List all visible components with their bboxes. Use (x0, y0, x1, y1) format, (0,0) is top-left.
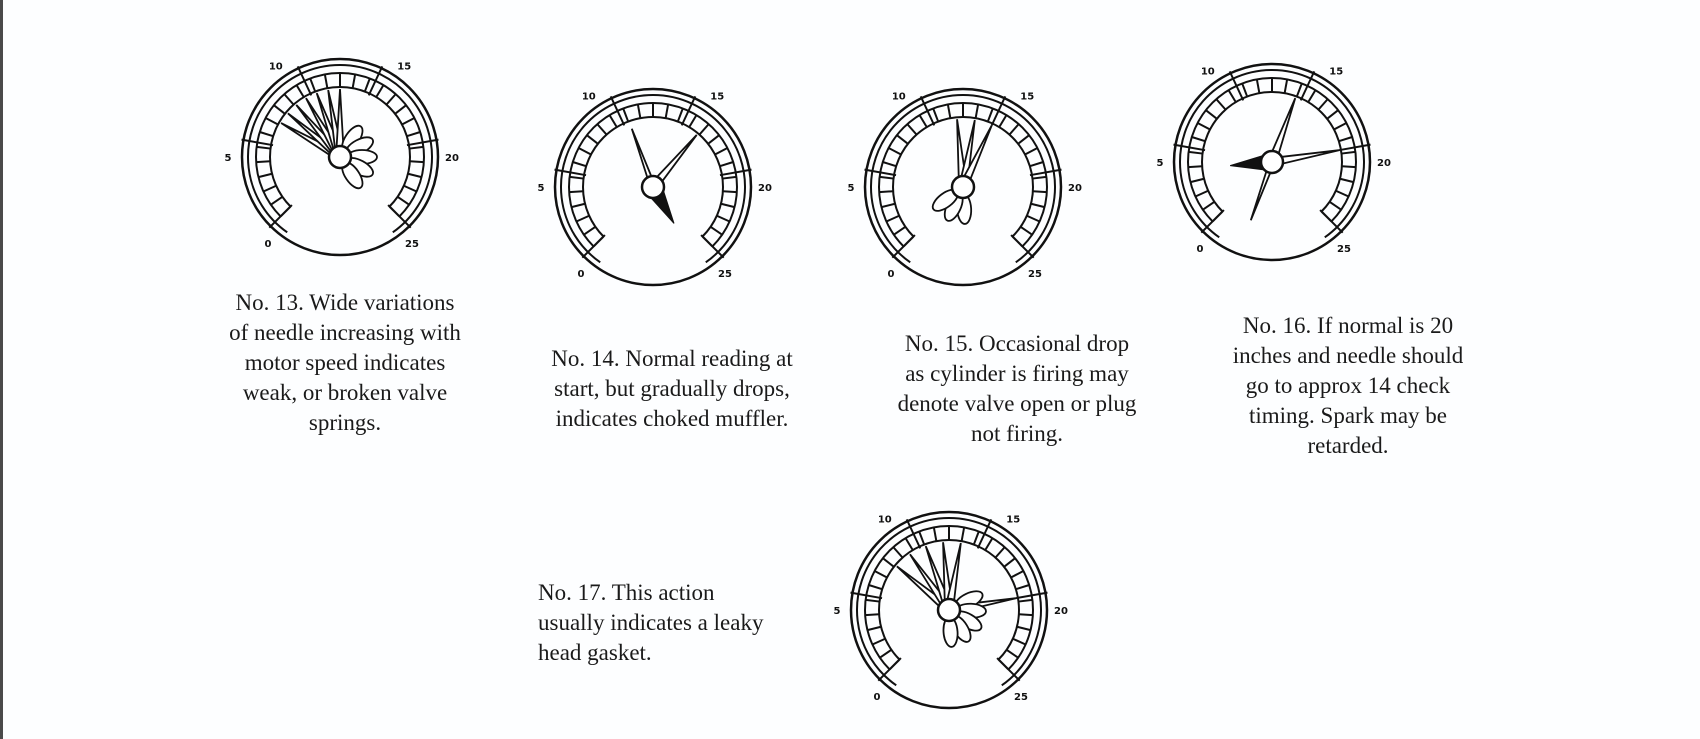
gauge-13-label-20: 20 (445, 153, 459, 164)
gauge-17 (829, 490, 1069, 730)
gauge-17-label-5: 5 (833, 606, 841, 617)
caption-15-line-4: not firing. (971, 421, 1063, 446)
gauge-13-svg (220, 37, 460, 277)
gauge-15-svg (843, 67, 1083, 307)
gauge-15-label-15: 15 (1020, 91, 1035, 103)
gauge-15-label-20: 20 (1068, 183, 1082, 194)
caption-14-line-2: start, but gradually drops, (554, 376, 790, 401)
gauge-16-label-15: 15 (1329, 66, 1344, 78)
gauge-13-label-25: 25 (405, 238, 419, 250)
caption-16-line-1: No. 16. If normal is 20 (1242, 313, 1454, 338)
caption-15-line-2: as cylinder is firing may (905, 361, 1129, 386)
caption-13-line-3: motor speed indicates (244, 350, 446, 375)
caption-17-line-3: head gasket. (538, 640, 652, 665)
gauge-15-label-0: 0 (887, 268, 895, 280)
gauge-13-label-0: 0 (264, 238, 272, 250)
caption-13-line-4: weak, or broken valve (242, 380, 448, 405)
gauge-17-label-0: 0 (873, 691, 881, 703)
caption-16-line-2: inches and needle should (1232, 343, 1464, 368)
gauge-16-label-0: 0 (1196, 243, 1204, 255)
caption-13 (200, 288, 490, 438)
gauge-13-hub (329, 146, 351, 168)
gauge-14-svg (533, 67, 773, 307)
gauge-17-label-25: 25 (1014, 691, 1028, 703)
caption-17-line-1: No. 17. This action (538, 580, 715, 605)
gauge-13-needles (281, 89, 377, 192)
gauge-13-label-15: 15 (397, 61, 412, 73)
gauge-13-label-10: 10 (268, 61, 283, 73)
caption-15 (872, 329, 1162, 449)
gauge-14-label-5: 5 (537, 183, 545, 194)
caption-14-line-3: indicates choked muffler. (555, 406, 789, 431)
caption-16-line-3: go to approx 14 check (1245, 373, 1451, 398)
caption-14 (527, 344, 817, 434)
caption-17 (538, 578, 828, 668)
gauge-17-needles (897, 542, 1016, 647)
gauge-15 (843, 67, 1083, 307)
gauge-14 (533, 67, 773, 307)
gauge-15-needles (929, 119, 992, 224)
gauge-17-label-20: 20 (1054, 606, 1068, 617)
gauge-13-label-5: 5 (224, 153, 232, 164)
gauge-14-hub (642, 176, 664, 198)
caption-16-line-5: retarded. (1307, 433, 1389, 458)
gauge-15-label-10: 10 (891, 91, 906, 103)
gauge-17-label-10: 10 (877, 514, 892, 526)
gauge-15-label-25: 25 (1028, 268, 1042, 280)
caption-17-line-2: usually indicates a leaky (538, 610, 764, 635)
caption-15-line-3: denote valve open or plug (897, 391, 1137, 416)
gauge-14-label-10: 10 (581, 91, 596, 103)
gauge-16-hub (1261, 151, 1283, 173)
caption-14-line-1: No. 14. Normal reading at (551, 346, 793, 371)
gauge-16-label-5: 5 (1156, 158, 1164, 169)
gauge-17-hub (938, 599, 960, 621)
caption-13-line-5: springs. (308, 410, 382, 435)
page-left-border (0, 0, 3, 739)
gauge-17-svg (829, 490, 1069, 730)
gauge-15-label-5: 5 (847, 183, 855, 194)
gauge-14-label-0: 0 (577, 268, 585, 280)
gauge-16-label-25: 25 (1337, 243, 1351, 255)
caption-16 (1203, 311, 1493, 461)
caption-16-line-4: timing. Spark may be (1248, 403, 1448, 428)
gauge-14-label-25: 25 (718, 268, 732, 280)
gauge-14-needles (632, 129, 697, 224)
gauge-13 (220, 37, 460, 277)
caption-13-line-2: of needle increasing with (229, 320, 461, 345)
gauge-16-needles (1230, 98, 1339, 220)
gauge-16 (1152, 42, 1392, 282)
caption-13-line-1: No. 13. Wide variations (235, 290, 455, 315)
caption-15-line-1: No. 15. Occasional drop (904, 331, 1130, 356)
gauge-16-label-10: 10 (1200, 66, 1215, 78)
gauge-14-label-20: 20 (758, 183, 772, 194)
gauge-16-label-20: 20 (1377, 158, 1391, 169)
gauge-15-hub (952, 176, 974, 198)
gauge-17-label-15: 15 (1006, 514, 1021, 526)
gauge-16-svg (1152, 42, 1392, 282)
gauge-14-label-15: 15 (710, 91, 725, 103)
